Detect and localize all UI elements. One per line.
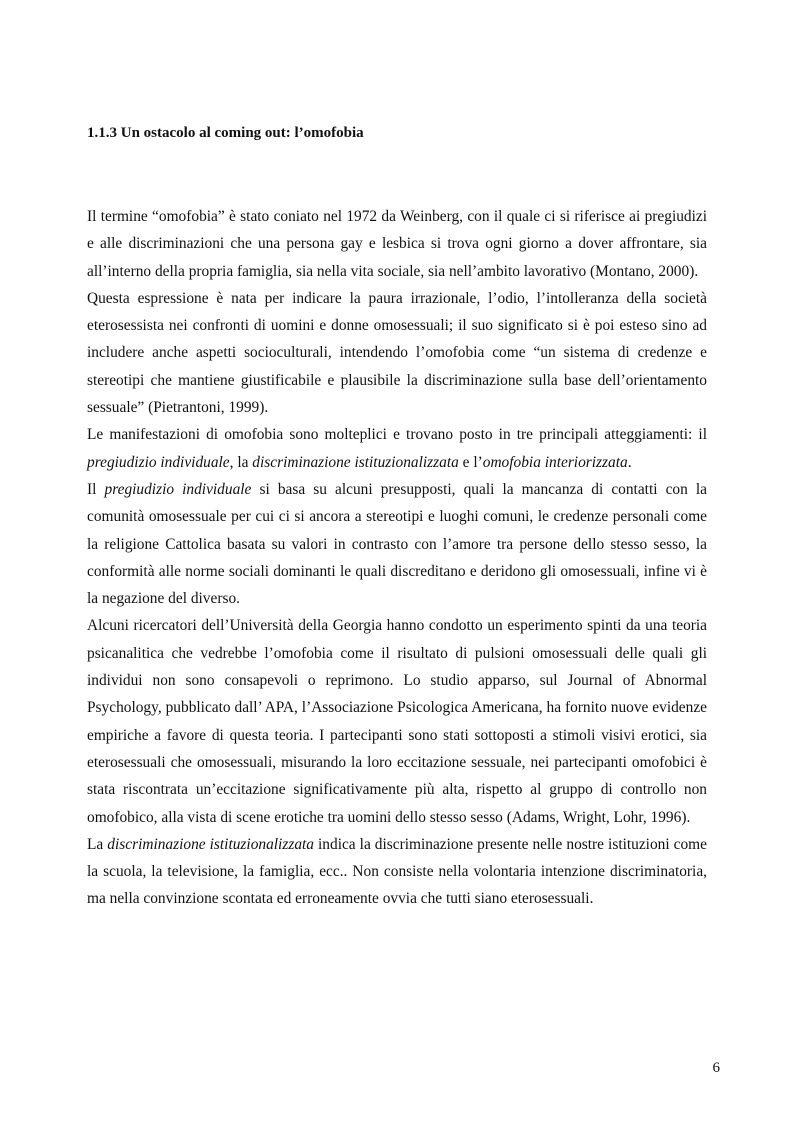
paragraph [87, 203, 707, 285]
italic-term: omofobia interiorizzata [482, 453, 628, 471]
paragraph [87, 421, 707, 476]
paragraph [87, 612, 707, 830]
text-segment: e l’ [458, 453, 483, 471]
text-segment: si basa su alcuni presupposti, quali la mancanza di contatti con la comunità omosessuale per cui ci si ancora a stereotipi e luoghi comuni, le credenze personali come la religione Cattolica basata su valori in contrasto con l’amore tra persone dello stesso sesso, la conformità alle norme sociali dominanti le quali discreditano e deridono gli omosessuali, infine vi è la negazione del diverso. [87, 480, 707, 608]
italic-term: discriminazione istituzionalizzata [107, 835, 314, 853]
paragraph [87, 285, 707, 421]
italic-term: pregiudizio individuale [104, 480, 252, 498]
page-number: 6 [712, 1060, 720, 1076]
italic-term: discriminazione istituzionalizzata [252, 453, 459, 471]
text-segment: Il termine “omofobia” è stato coniato nel 1972 da Weinberg, con il quale ci si riferisce ai pregiudizi e alle discriminazioni che una persona gay e lesbica si trova ogni giorno a dover affrontare, sia all’interno della propria famiglia, sia nella vita sociale, sia nell’ambito lavorativo (Montano, 2000). [87, 208, 707, 280]
text-segment: Il [87, 480, 105, 498]
paragraph [87, 476, 707, 612]
text-segment: Alcuni ricercatori dell’Università della Georgia hanno condotto un esperimento spinti da una teoria psicanalitica che vedrebbe l’omofobia come il risultato di pulsioni omosessuali delle quali gli individui non sono consapevoli o reprimono. Lo studio apparso, sul Journal of Abnormal Psychology, pubblicato dall’ APA, l’Associazione Psicologica Americana, ha fornito nuove evidenze empiriche a favore di questa teoria. I partecipanti sono stati sottoposti a stimoli visivi erotici, sia eterosessuali che omosessuali, misurando la loro eccitazione sessuale, nei partecipanti omofobici è stata riscontrata un’eccitazione significativamente più alta, rispetto al gruppo di controllo non omofobico, alla vista di scene erotiche tra uomini dello stesso sesso (Adams, Wright, Lohr, 1996). [87, 617, 707, 826]
text-segment: Questa espressione è nata per indicare la paura irrazionale, l’odio, l’intolleranza della società eterosessista nei confronti di uomini e donne omosessuali; il suo significato si è poi esteso sino ad includere anche aspetti socioculturali, intendendo l’omofobia come “un sistema di credenze e stereotipi che mantiene giustificabile e plausibile la discriminazione sulla base dell’orientamento sessuale” (Pietrantoni, 1999). [87, 289, 707, 417]
text-segment: indica la discriminazione presente nelle nostre istituzioni come la scuola, la televisione, la famiglia, ecc.. Non consiste nella volontaria intenzione discriminatoria, ma nella convinzione scontata ed erroneamente ovvia che tutti siano eterosessuali. [87, 835, 707, 908]
text-segment: Le manifestazioni di omofobia sono molteplici e trovano posto in tre principali atteggiamenti: il [87, 426, 707, 444]
paragraph [87, 831, 707, 913]
text-segment: , la [229, 453, 253, 471]
italic-term: pregiudizio individuale [87, 453, 230, 471]
text-segment: La [87, 835, 108, 853]
text-segment: . [627, 453, 632, 471]
body-text [87, 203, 707, 913]
section-heading: 1.1.3 Un ostacolo al coming out: l’omofobia [87, 125, 364, 141]
